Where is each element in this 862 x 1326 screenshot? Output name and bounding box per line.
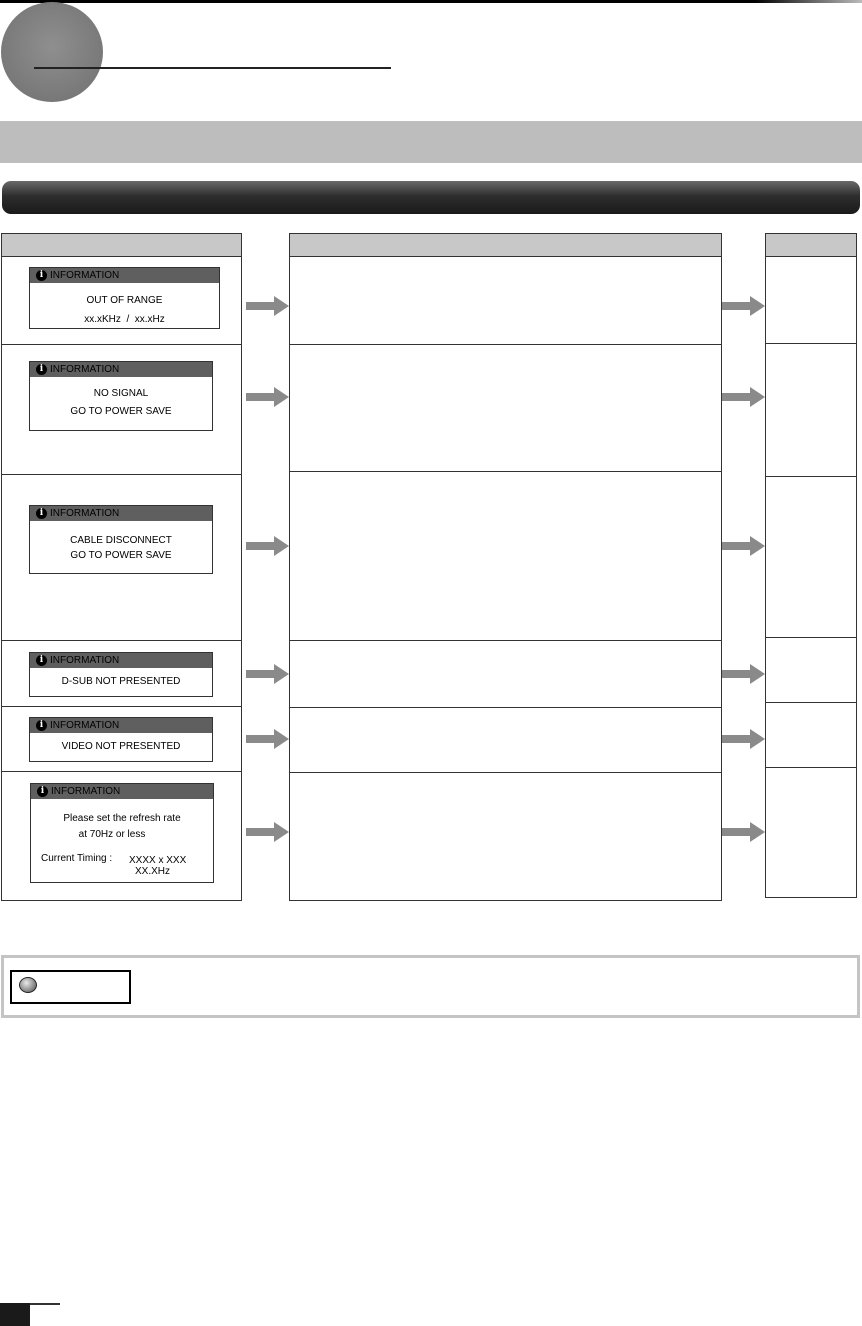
right-arrow-icon (246, 386, 290, 408)
row-divider (1, 706, 242, 707)
chapter-band (0, 121, 862, 163)
osd-titlebar (30, 653, 212, 668)
right-arrow-icon (246, 295, 290, 317)
top-rule-fade (755, 0, 862, 3)
right-arrow-icon (722, 386, 766, 408)
row-divider (765, 343, 857, 344)
osd-titlebar (31, 784, 213, 799)
section-bar (2, 181, 860, 214)
osd-title: INFORMATION (50, 508, 120, 519)
right-arrow-icon (246, 821, 290, 843)
osd-title: INFORMATION (50, 655, 120, 666)
osd-title: INFORMATION (50, 270, 120, 281)
osd-title: INFORMATION (50, 364, 120, 375)
row-divider (289, 344, 722, 345)
header-message (1, 233, 242, 257)
info-icon: i (36, 655, 47, 666)
right-arrow-icon (722, 663, 766, 685)
row-divider (1, 344, 242, 345)
right-arrow-icon (722, 295, 766, 317)
osd-titlebar (30, 268, 219, 283)
row-divider (1, 474, 242, 475)
osd-line: OUT OF RANGE (86, 295, 163, 306)
right-arrow-icon (722, 728, 766, 750)
osd-title: INFORMATION (50, 720, 120, 731)
right-arrow-icon (722, 821, 766, 843)
right-arrow-icon (246, 535, 290, 557)
section-circle (1, 2, 103, 102)
row-divider (765, 476, 857, 477)
info-icon: i (36, 270, 47, 281)
osd-line: GO TO POWER SAVE (70, 550, 172, 561)
header-cause (289, 233, 722, 257)
osd-line: CABLE DISCONNECT (70, 535, 172, 546)
row-divider (765, 702, 857, 703)
row-divider (765, 637, 857, 638)
row-divider (1, 640, 242, 641)
row-divider (289, 640, 722, 641)
header-solution (765, 233, 857, 257)
osd-titlebar (30, 718, 212, 733)
right-arrow-icon (246, 663, 290, 685)
osd-line: VIDEO NOT PRESENTED (61, 741, 181, 752)
osd-titlebar (30, 506, 212, 521)
info-icon: i (37, 786, 48, 797)
osd-line: at 70Hz or less (78, 829, 146, 840)
osd-dsub-not-presented (29, 652, 213, 697)
osd-cable-disconnect (29, 505, 213, 574)
bulb-icon (19, 977, 37, 993)
osd-line: GO TO POWER SAVE (70, 406, 172, 417)
osd-video-not-presented (29, 717, 213, 762)
info-icon: i (36, 508, 47, 519)
page-number-box (0, 1303, 30, 1326)
row-divider (765, 767, 857, 768)
osd-line: D-SUB NOT PRESENTED (61, 676, 181, 687)
solution-column (765, 256, 857, 898)
row-divider (289, 471, 722, 472)
osd-out-of-range (29, 267, 220, 329)
timing-value: XXXX x XXX (129, 855, 187, 866)
right-arrow-icon (246, 728, 290, 750)
top-rule (0, 0, 755, 3)
row-divider (1, 771, 242, 772)
osd-line: xx.xKHz / xx.xHz (84, 314, 165, 325)
osd-refresh-rate (30, 783, 214, 883)
timing-frequency: XX.XHz (135, 866, 171, 877)
title-underline (34, 67, 391, 69)
info-icon: i (36, 364, 47, 375)
row-divider (289, 772, 722, 773)
osd-no-signal (29, 361, 213, 431)
right-arrow-icon (722, 535, 766, 557)
timing-label: Current Timing : (41, 853, 113, 864)
cause-column (289, 256, 722, 901)
osd-line: NO SIGNAL (93, 388, 149, 399)
osd-title: INFORMATION (51, 786, 121, 797)
info-icon: i (36, 720, 47, 731)
osd-line: Please set the refresh rate (63, 813, 181, 824)
osd-titlebar (30, 362, 212, 377)
row-divider (289, 707, 722, 708)
